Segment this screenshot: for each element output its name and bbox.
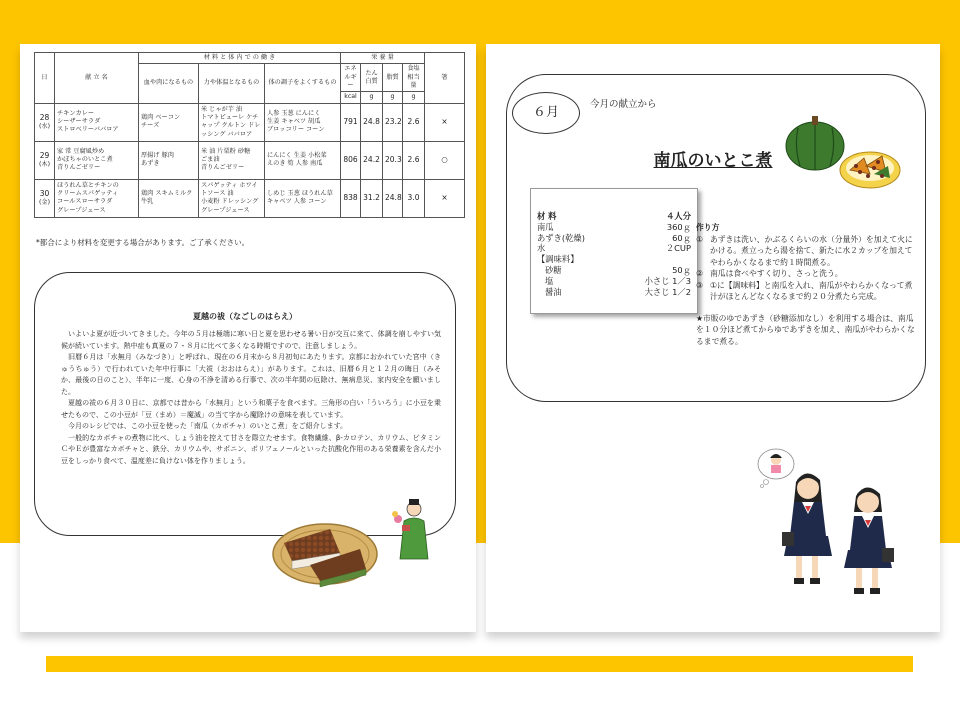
step-number: ② xyxy=(696,269,703,278)
method-step xyxy=(696,280,920,303)
menu-fat: 20.3 xyxy=(383,141,403,179)
date-weekday: (木) xyxy=(38,161,50,169)
menu-date xyxy=(35,103,55,141)
step-text: ①に【調味料】と南瓜を入れ、南瓜がやわらかくなって煮汁がほとんどなくなるまで約２０分煮たら完成。 xyxy=(710,280,913,301)
essay-title: 夏越の祓（なごしのはらえ） xyxy=(193,312,297,321)
seasoning-name: 塩 xyxy=(545,275,554,286)
menu-chopsticks: × xyxy=(425,179,465,217)
ingredient-amount: ２CUP xyxy=(665,243,691,254)
header-yellow: 力や体温となるもの xyxy=(199,64,265,103)
menu-item-text: クリームスパゲッティ xyxy=(57,189,119,197)
menu-date xyxy=(35,141,55,179)
essay-body xyxy=(61,329,441,467)
step-text: 南瓜は食べやすく切り、さっと洗う。 xyxy=(710,269,843,278)
menu-item-text: 厚揚げ 豚肉 xyxy=(141,151,174,159)
ingredient-row xyxy=(537,222,691,233)
menu-item-text: 生姜 キャベツ 胡瓜 xyxy=(267,118,321,126)
ingredients-label: 材 料 xyxy=(537,211,557,221)
menu-dishes xyxy=(55,179,139,217)
menu-item-text: チキンカレー xyxy=(57,109,95,117)
unit-g: g xyxy=(361,92,383,103)
ingredient-name: 南瓜 xyxy=(537,221,554,232)
method-step xyxy=(696,234,920,269)
menu-protein: 24.2 xyxy=(361,141,383,179)
unit-kcal: kcal xyxy=(341,92,361,103)
method-section xyxy=(696,222,920,347)
menu-row xyxy=(35,103,465,141)
date-number: 30 xyxy=(39,189,50,199)
menu-salt: 2.6 xyxy=(403,141,425,179)
recipe-tip: ★市販のゆであずき（砂糖添加なし）を利用する場合は、南瓜を１０分ほど煮てからゆであずきを加え、南瓜がやわらかくなるまで煮る。 xyxy=(696,313,915,346)
seasoning-row xyxy=(537,265,691,276)
menu-item-text: かぼちゃのいとこ煮 xyxy=(57,156,113,164)
ingredient-row xyxy=(537,233,691,244)
ingredient-row xyxy=(537,243,691,254)
menu-protein: 24.8 xyxy=(361,103,383,141)
menu-salt: 2.6 xyxy=(403,103,425,141)
header-red: 血や肉になるもの xyxy=(139,64,199,103)
menu-item-text: ほうれん草とチキンの xyxy=(57,181,119,189)
menu-energy: 791 xyxy=(341,103,361,141)
menu-item-text: あずき xyxy=(141,160,160,168)
menu-item-text: チーズ xyxy=(141,122,160,130)
ingredient-amount: 60ｇ xyxy=(672,232,691,243)
date-weekday: (水) xyxy=(38,123,50,131)
menu-item-text: グレープジュース xyxy=(57,206,106,214)
menu-salt: 3.0 xyxy=(403,179,425,217)
menu-chopsticks: ○ xyxy=(425,141,465,179)
essay-paragraph: いよいよ夏が近づいてきました。今年の５月は極端に寒い日と夏を思わせる暑い日が交互に来て、体調を崩しやすい気候が続いています。熱中症も真夏の７・８月に比べて多くなる時期ですので、注意しましょう。 xyxy=(61,330,441,350)
menu-red-foods xyxy=(139,141,199,179)
menu-item-text: 人参 玉葱 にんにく xyxy=(267,109,321,117)
unit-g: g xyxy=(403,92,425,103)
header-nutrition-group: 栄 養 量 xyxy=(341,53,425,64)
ingredient-name: あずき(乾燥) xyxy=(537,232,585,243)
menu-row xyxy=(35,141,465,179)
seasoning-name: 醤油 xyxy=(545,286,562,297)
menu-item-text: ごま油 xyxy=(201,156,220,164)
menu-dishes xyxy=(55,103,139,141)
menu-item-text: グレープジュース xyxy=(201,206,250,214)
itokoni-dish-illustration xyxy=(838,140,902,190)
menu-yellow-foods xyxy=(199,141,265,179)
menu-item-text: 鶏肉 スキムミルク xyxy=(141,189,193,197)
seasoning-amount: 50ｇ xyxy=(672,264,691,275)
menu-energy: 838 xyxy=(341,179,361,217)
menu-item-text: 家 常 豆腐風炒め xyxy=(57,147,105,155)
unit-g: g xyxy=(383,92,403,103)
step-number: ① xyxy=(696,234,703,244)
menu-chopsticks: × xyxy=(425,103,465,141)
menu-row xyxy=(35,179,465,217)
menu-green-foods xyxy=(265,141,341,179)
menu-item-text: コールスローサラダ xyxy=(57,198,113,206)
ingredient-name: 水 xyxy=(537,243,546,254)
essay-paragraph: 旧暦６月は「水無月（みなづき）」と呼ばれ、現在の６月末から８月初旬にあたります。京都におかれていた宮中（きゅうちゅう）で行われていた年中行事に「大祓（おおはらえ）」があります。これは、旧暦６月と１２月の晦日（みそか、最後の日のこと）、半年に一度、心身の不浄を清める行事で、次の半年間の厄除け、無病息災、家内安全を願いました。 xyxy=(61,353,441,396)
menu-item-text: トマトピューレ ケチャップ クルトン ドレッシング ババロア xyxy=(201,113,261,138)
header-green: 体の調子をよくするもの xyxy=(265,64,341,103)
header-protein: たん白質 xyxy=(361,64,383,92)
menu-item-text: にんにく 生姜 小松菜 xyxy=(267,151,327,159)
essay-paragraph: 一般的なカボチャの煮物に比べ、しょう油を控えて甘さを際立たせます。食物繊維、β-カロテン、カリウム、ビタミンＣやＥが豊富なカボチャと、鉄分、カリウムや、サポニン、ポリフェノールといった抗酸化作用のある栄養素を含んだ小豆をしっかり食べて、温度差に負けない体を作りましょう。 xyxy=(61,433,441,465)
minazuki-sweets-illustration xyxy=(270,499,380,589)
header-salt: 食塩相当量 xyxy=(403,64,425,92)
menu-item-text: 米 油 片栗粉 砂糖 xyxy=(201,147,251,155)
header-fat: 脂質 xyxy=(383,64,403,92)
menu-item-text: 米 じゃが芋 油 xyxy=(201,105,243,113)
seasoning-row xyxy=(537,287,691,298)
menu-protein: 31.2 xyxy=(361,179,383,217)
yellow-bottom-bar xyxy=(46,656,913,672)
step-text: あずきは洗い、かぶるくらいの水（分量外）を加えて火にかける。煮立ったら湯を捨て、新たに水２カップを加えてやわらかくなるまで約１時間煮る。 xyxy=(710,234,913,267)
menu-item-text: 青りんごゼリー xyxy=(201,164,245,172)
menu-item-text: 牛乳 xyxy=(141,198,154,206)
essay-box xyxy=(34,272,456,536)
seasoning-label xyxy=(537,254,691,265)
essay-paragraph: 今月のレシピでは、この小豆を使った「南瓜（カボチャ）のいとこ煮」をご紹介します。 xyxy=(68,422,348,430)
seasoning-name: 砂糖 xyxy=(545,264,562,275)
menu-dishes xyxy=(55,141,139,179)
ingredients-header xyxy=(537,211,691,222)
menu-green-foods xyxy=(265,179,341,217)
menu-item-text: えのき 筍 人参 南瓜 xyxy=(267,160,323,168)
menu-item-text: 青りんごゼリー xyxy=(57,164,101,172)
schoolgirls-illustration xyxy=(782,462,902,592)
header-dish: 献 立 名 xyxy=(55,53,139,104)
header-ingredients-group: 材 料 と 体 内 で の 働 き xyxy=(139,53,341,64)
header-energy: エネルギー xyxy=(341,64,361,92)
menu-red-foods xyxy=(139,179,199,217)
menu-fat: 24.8 xyxy=(383,179,403,217)
date-number: 29 xyxy=(39,151,50,161)
recipe-title: 南瓜のいとこ煮 xyxy=(653,151,773,171)
menu-yellow-foods xyxy=(199,179,265,217)
heian-noble-illustration xyxy=(392,499,432,561)
method-step xyxy=(696,268,920,280)
seasoning-row xyxy=(537,276,691,287)
menu-note: *都合により材料を変更する場合があります。ご了承ください。 xyxy=(36,238,250,247)
pumpkin-illustration xyxy=(784,112,846,172)
left-page xyxy=(20,44,476,632)
ingredients-box xyxy=(530,188,698,314)
menu-item-text: 鶏肉 ベーコン xyxy=(141,113,181,121)
menu-item-text: キャベツ 人参 コーン xyxy=(267,198,327,206)
menu-item-text: 小麦粉 ドレッシング xyxy=(201,198,259,206)
menu-item-text: ブロッコリー コーン xyxy=(267,126,325,134)
essay-paragraph: 夏越の祓の６月３０日に、京都では昔から「水無月」という和菓子を食べます。三角形の白い「ういろう」に小豆を乗せたもので、この小豆が「豆（まめ）＝魔滅」の当て字から魔除けの意味を表しています。 xyxy=(61,399,441,419)
menu-item-text: ストロベリーババロア xyxy=(57,126,119,134)
header-day: 日 xyxy=(35,53,55,104)
ingredient-amount: 360ｇ xyxy=(666,221,691,232)
month-badge: ６月 xyxy=(512,92,580,134)
seasoning-label-text: 【調味料】 xyxy=(537,254,579,265)
date-number: 28 xyxy=(39,113,50,123)
menu-green-foods xyxy=(265,103,341,141)
menu-fat: 23.2 xyxy=(383,103,403,141)
date-weekday: (金) xyxy=(38,199,50,207)
step-number: ③ xyxy=(696,280,703,290)
menu-item-text: スパゲッティ ホワイトソース 油 xyxy=(201,181,258,197)
menu-date xyxy=(35,179,55,217)
menu-yellow-foods xyxy=(199,103,265,141)
menu-red-foods xyxy=(139,103,199,141)
method-title: 作り方 xyxy=(696,223,720,232)
header-chopsticks: 箸 xyxy=(425,53,465,104)
seasoning-amount: 大さじ 1／2 xyxy=(644,286,691,297)
recipe-subtitle: 今月の献立から xyxy=(590,99,657,110)
menu-table xyxy=(34,52,465,218)
menu-item-text: しめじ 玉葱 ほうれん草 xyxy=(267,189,333,197)
menu-item-text: シーザーサラダ xyxy=(57,118,101,126)
right-page xyxy=(486,44,940,632)
menu-energy: 806 xyxy=(341,141,361,179)
seasoning-amount: 小さじ 1／3 xyxy=(644,275,691,286)
servings-label: ４人分 xyxy=(666,211,691,221)
